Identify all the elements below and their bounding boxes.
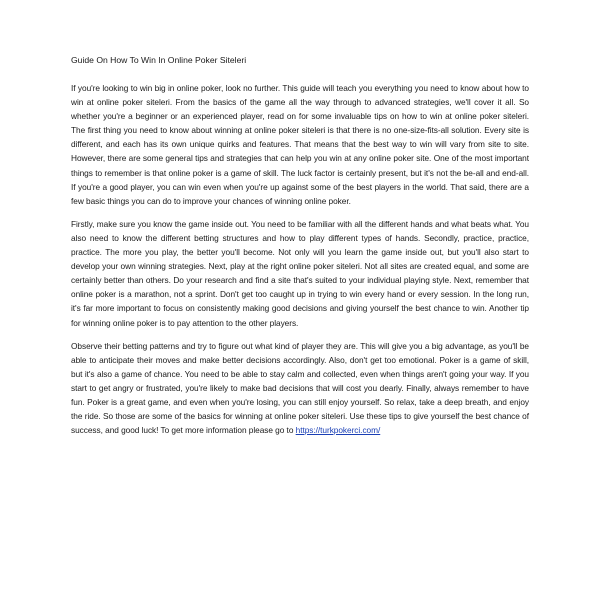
website-link[interactable]: https://turkpokerci.com/ <box>295 425 381 436</box>
paragraph-conclusion-text: Observe their betting patterns and try to figure out what kind of player they are. This will give you a big advantage, as you'll be able to anticipate their moves and make better decisions accordingly. Also, don't get too emotional. Poker is a game of skill, but it's also a game of chance. You need to be able to stay calm and collected, even when things aren't going your way. If you start to get angry or frustrated, you're likely to make bad decisions that will cost you dearly. Finally, always remember to have fun. Poker is a great game, and even when you're losing, you can still enjoy yourself. So relax, take a deep breath, and enjoy the ride. So those are some of the basics for winning at online poker siteleri. Use these tips to give yourself the best chance of success, and good luck! To get more information please go to <box>71 340 529 436</box>
paragraph-tips <box>71 217 529 330</box>
paragraph-conclusion <box>71 339 529 438</box>
paragraph-intro-text: If you're looking to win big in online poker, look no further. This guide will teach you everything you need to know about how to win at online poker siteleri. From the basics of the game all the way through to advanced strategies, we'll cover it all. So whether you're a beginner or an experienced player, read on for some invaluable tips on how to win at online poker siteleri. The first thing you need to know about winning at online poker siteleri is that there is no one-size-fits-all solution. Every site is different, and each has its own unique quirks and features. That means that the best way to win will vary from site to site. However, there are some general tips and strategies that can help you win at any online poker site. One of the most important things to remember is that online poker is a game of skill. The luck factor is certainly present, but it's not the be-all and end-all. If you're a good player, you can win even when you're up against some of the best players in the world. That said, there are a few basic things you can do to improve your chances of winning online poker. <box>71 83 529 206</box>
document-title: Guide On How To Win In Online Poker Siteleri <box>71 55 247 65</box>
paragraph-intro <box>71 81 529 208</box>
paragraph-tips-text: Firstly, make sure you know the game inside out. You need to be familiar with all the different hands and what beats what. You also need to know the different betting structures and how to play different types of hands. Secondly, practice, practice, practice. The more you play, the better you'll become. Not only will you learn the game inside out, but you'll also start to develop your own winning strategies. Next, play at the right online poker siteleri. Not all sites are created equal, and some are certainly better than others. Do your research and find a site that's suited to your individual playing style. Next, remember that online poker is a marathon, not a sprint. Don't get too caught up in trying to win every hand or every session. In the long run, it's far more important to focus on consistently making good decisions and giving yourself the best chance to win. Another tip for winning online poker is to pay attention to the other players. <box>71 218 529 328</box>
